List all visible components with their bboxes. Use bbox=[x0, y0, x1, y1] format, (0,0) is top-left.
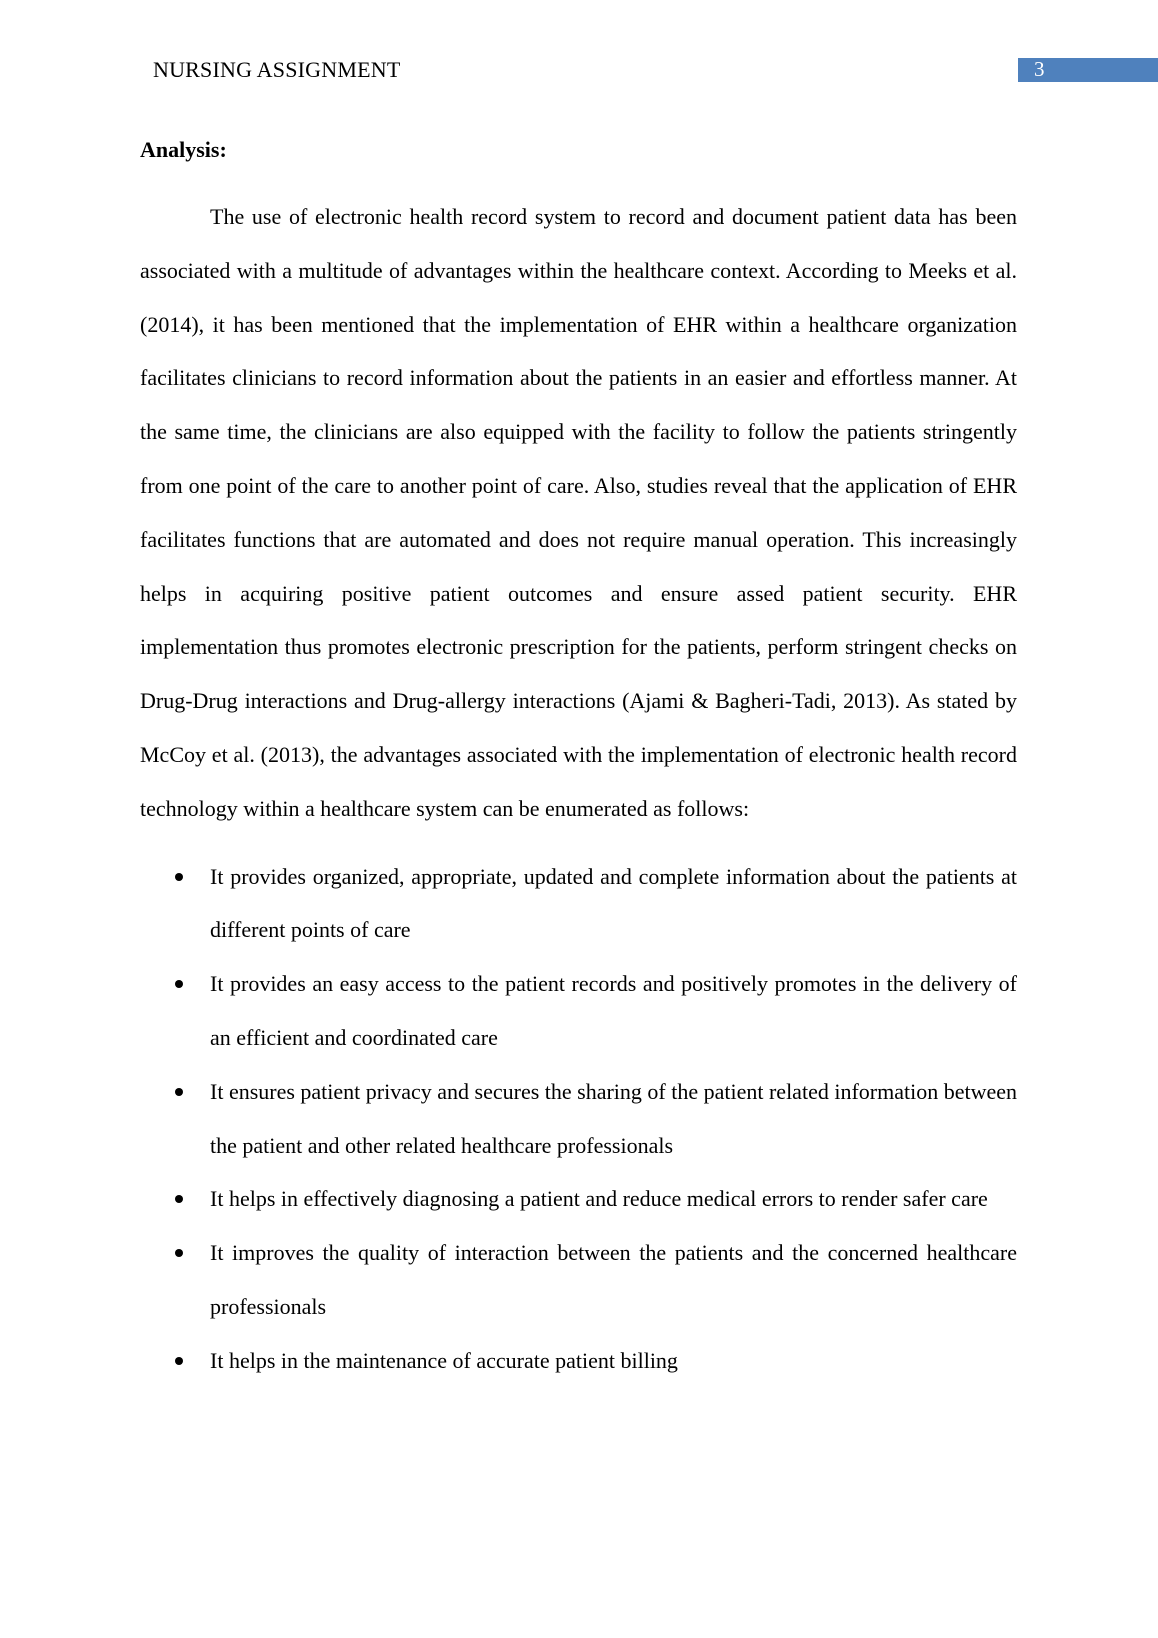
page-number: 3 bbox=[1034, 57, 1045, 81]
advantages-list bbox=[140, 850, 1017, 1388]
list-item bbox=[140, 1065, 1017, 1173]
bullet-icon bbox=[175, 1088, 183, 1096]
bullet-icon bbox=[175, 1249, 183, 1257]
bullet-icon bbox=[175, 980, 183, 988]
page-number-box bbox=[1018, 58, 1158, 82]
bullet-icon bbox=[175, 1195, 183, 1203]
list-item bbox=[140, 957, 1017, 1065]
list-item-text: It helps in effectively diagnosing a patient and reduce medical errors to render safer care bbox=[210, 1186, 988, 1212]
list-item bbox=[140, 1334, 1017, 1388]
list-item-text: It helps in the maintenance of accurate patient billing bbox=[210, 1347, 678, 1373]
bullet-icon bbox=[175, 873, 183, 881]
bullet-icon bbox=[175, 1357, 183, 1365]
list-item bbox=[140, 1226, 1017, 1334]
list-item bbox=[140, 850, 1017, 958]
running-head: NURSING ASSIGNMENT bbox=[153, 57, 401, 82]
list-item-text: It ensures patient privacy and secures the sharing of the patient related information between the patient and other related healthcare professionals bbox=[210, 1078, 1017, 1158]
list-item-text: It improves the quality of interaction between the patients and the concerned healthcare professionals bbox=[210, 1240, 1017, 1319]
analysis-paragraph: The use of electronic health record system to record and document patient data has been associated with a multitude of advantages within the healthcare context. According to Meeks et al. (2014), it has been mentioned that the implementation of EHR within a healthcare organization facilitates clinicians to record information about the patients in an easier and effortless manner. At the same time, the clinicians are also equipped with the facility to follow the patients stringently from one point of the care to another point of care. Also, studies reveal that the application of EHR facilitates functions that are automated and does not require manual operation. This increasingly helps in acquiring positive patient outcomes and ensure assed patient security. EHR implementation thus promotes electronic prescription for the patients, perform stringent checks on Drug-Drug interactions and Drug-allergy interactions (Ajami & Bagheri-Tadi, 2013). As stated by McCoy et al. (2013), the advantages associated with the implementation of electronic health record technology within a healthcare system can be enumerated as follows: bbox=[140, 204, 1017, 821]
list-item-text: It provides organized, appropriate, updated and complete information about the patients at different points of care bbox=[210, 863, 1017, 943]
list-item-text: It provides an easy access to the patient records and positively promotes in the delivery of an efficient and coordinated care bbox=[210, 971, 1017, 1050]
list-item bbox=[140, 1172, 1017, 1226]
document-body bbox=[140, 136, 1017, 1388]
section-heading: Analysis: bbox=[140, 137, 227, 162]
page-header bbox=[0, 0, 1158, 110]
